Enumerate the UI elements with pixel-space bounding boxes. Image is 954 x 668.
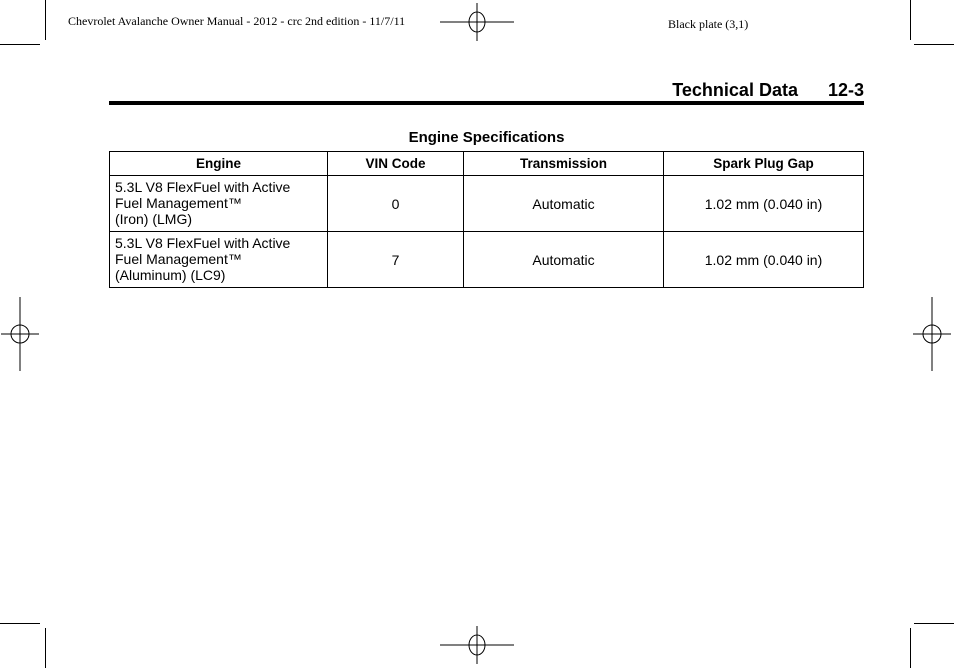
engine-text: Fuel Management™ [115, 195, 242, 211]
engine-text: 5.3L V8 FlexFuel with Active [115, 179, 291, 195]
spark-gap-cell: 1.02 mm (0.040 in) [664, 232, 864, 288]
engine-text: (Aluminum) (LC9) [115, 267, 226, 283]
crop-mark [910, 628, 911, 668]
column-header: Spark Plug Gap [664, 152, 864, 176]
section-title: Technical Data [672, 80, 798, 100]
vin-cell: 0 [328, 176, 464, 232]
crop-mark [910, 0, 911, 40]
table-caption: Engine Specifications [408, 129, 565, 146]
engine-cell [110, 232, 328, 288]
table-header-row [110, 152, 864, 176]
registration-mark-icon [913, 297, 951, 371]
plate-label: Black plate (3,1) [668, 17, 749, 31]
registration-mark-icon [440, 3, 514, 41]
slug-line: Chevrolet Avalanche Owner Manual - 2012 - crc 2nd edition - 11/7/11 [68, 14, 406, 28]
crop-mark [0, 623, 40, 624]
crop-mark [45, 628, 46, 668]
engine-text: 5.3L V8 FlexFuel with Active [115, 235, 291, 251]
column-header: VIN Code [328, 152, 464, 176]
transmission-cell: Automatic [464, 176, 664, 232]
crop-mark [0, 44, 40, 45]
engine-specs-table [109, 151, 864, 288]
page-number: 12-3 [827, 80, 864, 100]
table-row [110, 176, 864, 232]
registration-mark-icon [440, 626, 514, 664]
column-header: Engine [110, 152, 328, 176]
header-rule [109, 101, 864, 105]
column-header: Transmission [464, 152, 664, 176]
crop-mark [914, 623, 954, 624]
vin-cell: 7 [328, 232, 464, 288]
spark-gap-cell: 1.02 mm (0.040 in) [664, 176, 864, 232]
table-row [110, 232, 864, 288]
engine-cell [110, 176, 328, 232]
crop-mark [45, 0, 46, 40]
page-header [672, 80, 864, 101]
engine-text: Fuel Management™ [115, 251, 242, 267]
registration-mark-icon [1, 297, 39, 371]
crop-mark [914, 44, 954, 45]
engine-text: (Iron) (LMG) [115, 211, 192, 227]
transmission-cell: Automatic [464, 232, 664, 288]
